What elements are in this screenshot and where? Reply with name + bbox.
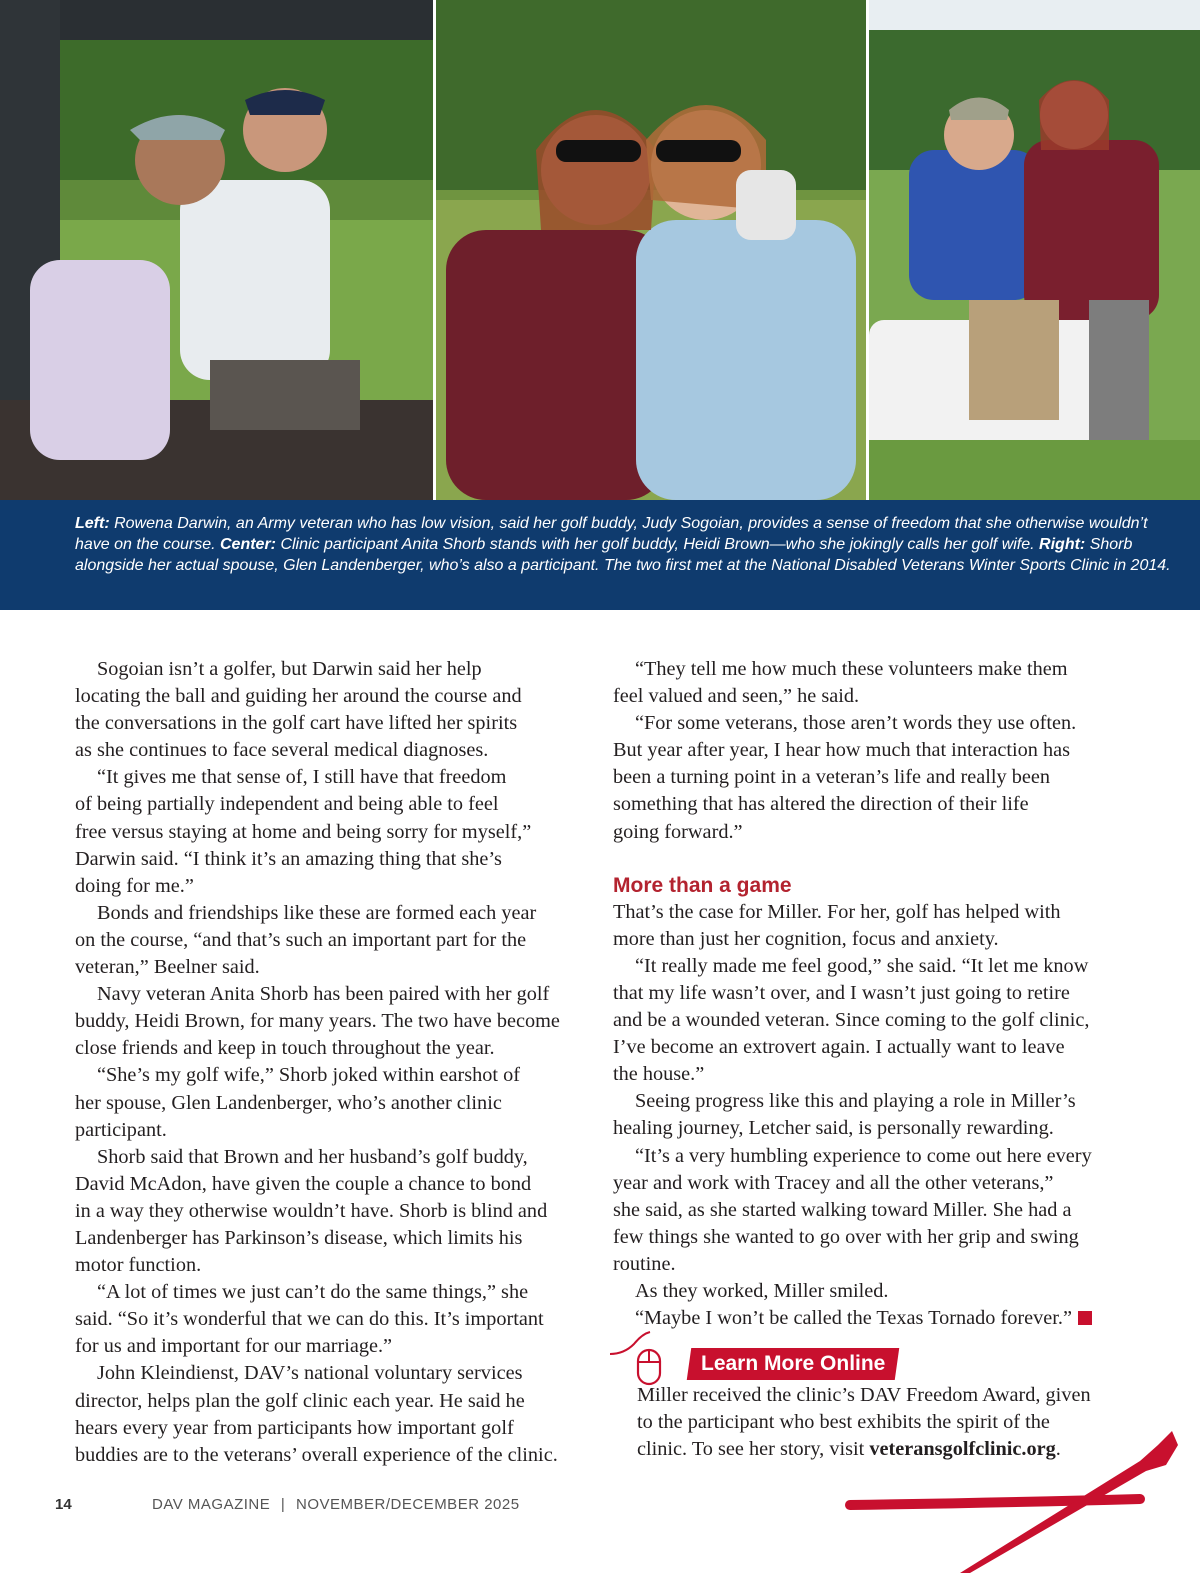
mouse-icon	[610, 1330, 690, 1390]
photo-center	[436, 0, 866, 500]
caption-center-label: Center:	[219, 536, 276, 553]
article-line: going forward.”	[613, 820, 743, 843]
article-line: her spouse, Glen Landenberger, who’s another clinic	[75, 1091, 502, 1114]
article-line: Sogoian isn’t a golfer, but Darwin said her help	[97, 658, 482, 680]
article-line: year and work with Tracey and all the other veterans,”	[613, 1171, 1054, 1194]
article-line: Landenberger has Parkinson’s disease, which limits his	[75, 1226, 523, 1249]
article-line: something that has altered the direction of their life	[613, 793, 1029, 816]
photo-caption	[0, 500, 1200, 610]
photo-left	[0, 0, 433, 500]
photo-strip	[0, 0, 1200, 500]
article-line: “She’s my golf wife,” Shorb joked within earshot of	[97, 1064, 521, 1087]
article-column-right	[613, 656, 1133, 1332]
magazine-footer	[152, 1496, 520, 1513]
article-line: locating the ball and guiding her around the course and	[75, 685, 522, 708]
closing-line-text: “Maybe I won’t be called the Texas Tornado forever.”	[635, 1307, 1072, 1330]
issue-date: NOVEMBER/DECEMBER 2025	[296, 1496, 520, 1513]
article-line: But year after year, I hear how much that interaction has	[613, 739, 1071, 762]
article-line: close friends and keep in touch throughout the year.	[75, 1037, 495, 1060]
article-line: of being partially independent and being able to feel	[75, 793, 499, 816]
learn-more-line: Miller received the clinic’s DAV Freedom Award, given	[637, 1384, 1091, 1406]
article-line: that my life wasn’t over, and I wasn’t just going to retire	[613, 981, 1070, 1004]
article-line: feel valued and seen,” he said.	[613, 685, 860, 708]
caption-center-text: Clinic participant Anita Shorb stands with her golf buddy, Heidi Brown—who she jokingly calls her golf wife.	[276, 536, 1040, 553]
article-line: buddies are to the veterans’ overall experience of the clinic.	[75, 1443, 558, 1466]
learn-more-line: to the participant who best exhibits the spirit of the	[637, 1411, 1050, 1434]
caption-text	[75, 513, 1180, 576]
article-line: “It really made me feel good,” she said. “It let me know	[635, 954, 1089, 977]
article-line: been a turning point in a veteran’s life and really been	[613, 766, 1051, 789]
subhead: More than a game	[613, 873, 792, 897]
article-line: “It gives me that sense of, I still have that freedom	[97, 766, 507, 789]
article-line: director, helps plan the golf clinic each year. He said he	[75, 1389, 525, 1412]
article-line: motor function.	[75, 1254, 202, 1277]
page-number: 14	[55, 1496, 72, 1513]
article-line: the house.”	[613, 1063, 705, 1086]
article-line: buddy, Heidi Brown, for many years. The two have become	[75, 1010, 560, 1033]
article-right-part-b	[613, 899, 1133, 1305]
article-line: and be a wounded veteran. Since coming to the golf clinic,	[613, 1009, 1090, 1032]
footer-separator: |	[280, 1496, 286, 1513]
photo-right	[869, 0, 1200, 500]
end-mark-icon	[1078, 1311, 1092, 1325]
magazine-name: DAV MAGAZINE	[152, 1496, 271, 1513]
article-column-left	[75, 656, 595, 1469]
caption-right-label: Right:	[1039, 536, 1086, 553]
closing-line	[613, 1305, 1133, 1332]
article-line: “It’s a very humbling experience to come out here every	[635, 1144, 1092, 1167]
article-line: the conversations in the golf cart have lifted her spirits	[75, 712, 518, 735]
article-line: she said, as she started walking toward Miller. She had a	[613, 1198, 1072, 1221]
article-right-part-a	[613, 656, 1133, 846]
article-line: I’ve become an extrovert again. I actually want to leave	[613, 1036, 1065, 1059]
article-line: “They tell me how much these volunteers make them	[635, 658, 1068, 680]
article-line: veteran,” Beelner said.	[75, 956, 260, 979]
article-line: in a way they otherwise wouldn’t have. Shorb is blind and	[75, 1199, 548, 1222]
caption-left-label: Left:	[75, 515, 110, 532]
article-line: more than just her cognition, focus and anxiety.	[613, 927, 999, 950]
article-line: as she continues to face several medical diagnoses.	[75, 739, 489, 762]
article-line: participant.	[75, 1118, 167, 1141]
article-line: healing journey, Letcher said, is personally rewarding.	[613, 1117, 1054, 1140]
website-link[interactable]: veteransgolfclinic.org	[869, 1438, 1056, 1461]
article-line: free versus staying at home and being sorry for myself,”	[75, 820, 532, 843]
golf-tee-icon	[840, 1425, 1190, 1575]
article-line: doing for me.”	[75, 874, 194, 897]
learn-more-suffix: .	[1055, 1438, 1061, 1461]
learn-more-callout	[610, 1330, 1150, 1390]
article-line: Seeing progress like this and playing a role in Miller’s	[635, 1090, 1076, 1113]
article-line: John Kleindienst, DAV’s national voluntary services	[97, 1362, 523, 1385]
article-line: As they worked, Miller smiled.	[635, 1279, 889, 1302]
article-line: on the course, “and that’s such an important part for the	[75, 928, 527, 951]
caption-left-text: Rowena Darwin, an Army veteran who has low vision, said her golf buddy, Judy Sogoian, provides a sense of freedom that she otherwise wouldn’t have on the course.	[75, 515, 1148, 553]
article-line: Shorb said that Brown and her husband’s golf buddy,	[97, 1145, 528, 1168]
article-line: routine.	[613, 1252, 676, 1275]
caption-right-text: Shorb alongside her actual spouse, Glen Landenberger, who’s also a participant. The two first met at the National Disabled Veterans Winter Sports Clinic in 2014.	[75, 536, 1171, 574]
article-line: David McAdon, have given the couple a chance to bond	[75, 1172, 532, 1195]
article-line: Darwin said. “I think it’s an amazing thing that she’s	[75, 847, 502, 870]
article-line: That’s the case for Miller. For her, golf has helped with	[613, 900, 1061, 923]
article-line: Navy veteran Anita Shorb has been paired with her golf	[97, 983, 550, 1006]
article-line: said. “So it’s wonderful that we can do this. It’s important	[75, 1308, 544, 1331]
article-line: hears every year from participants how important golf	[75, 1416, 514, 1439]
article-line: “A lot of times we just can’t do the same things,” she	[97, 1281, 529, 1304]
learn-more-prefix: clinic. To see her story, visit	[637, 1438, 870, 1461]
article-line: “For some veterans, those aren’t words they use often.	[635, 712, 1077, 735]
article-line: few things she wanted to go over with her grip and swing	[613, 1225, 1079, 1248]
learn-more-label	[687, 1348, 899, 1380]
learn-more-label-text: Learn More Online	[700, 1352, 886, 1375]
article-line: Bonds and friendships like these are formed each year	[97, 901, 537, 924]
article-line: for us and important for our marriage.”	[75, 1335, 393, 1358]
